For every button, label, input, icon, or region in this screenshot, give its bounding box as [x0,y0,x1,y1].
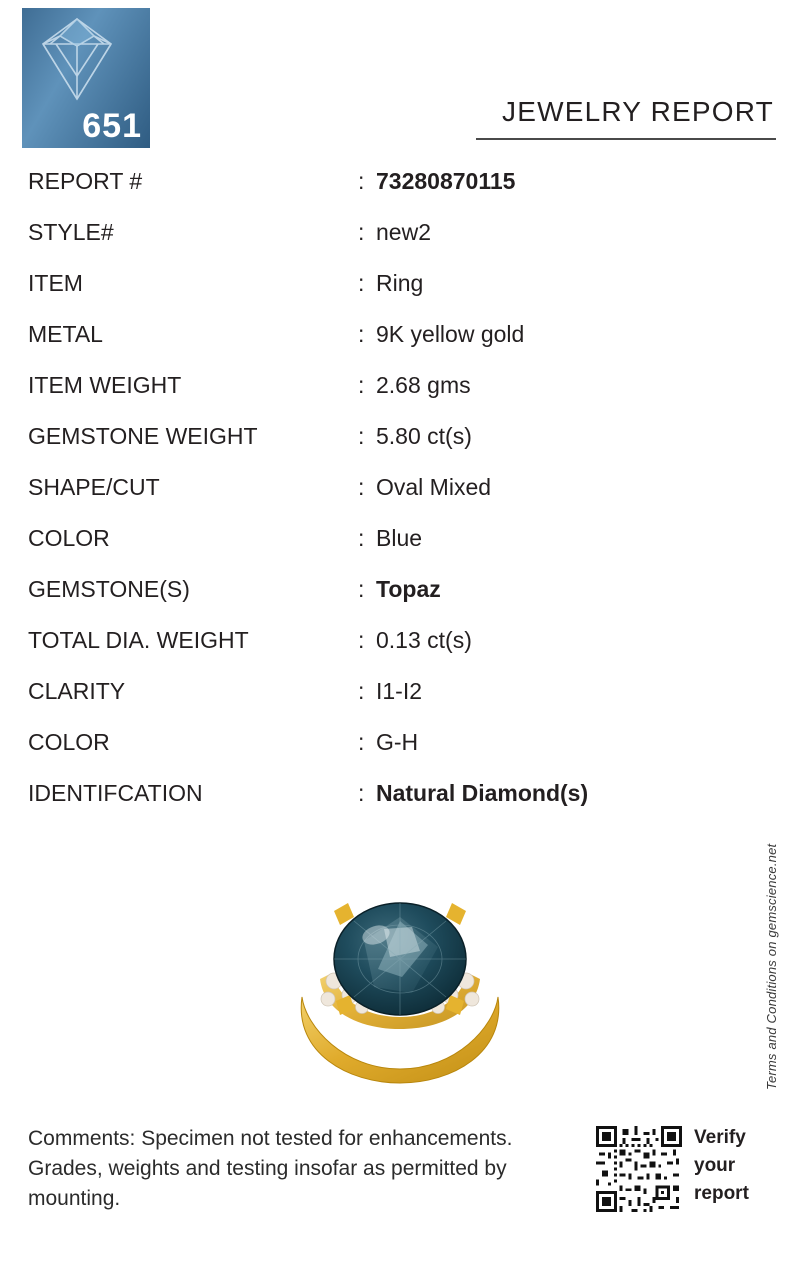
spec-colon: : [358,780,365,806]
brand-logo [22,8,150,148]
table-row [28,474,768,525]
spec-label: CLARITY [28,678,126,704]
table-row [28,525,768,576]
page-title: JEWELRY REPORT [502,96,774,127]
spec-colon: : [358,729,365,755]
spec-label: REPORT # [28,168,143,194]
table-row [28,780,768,831]
verify-line-3: report [694,1183,749,1204]
report-header [0,0,800,148]
spec-colon: : [358,678,365,704]
spec-label: ITEM [28,270,83,296]
spec-label: COLOR [28,729,110,755]
title-underline [476,138,776,140]
spec-value: new2 [376,219,431,245]
terms-and-conditions-note: Terms and Conditions on gemscience.net [764,843,779,1090]
ring-photo [262,877,538,1098]
verify-line-1: Verify [694,1127,746,1148]
spec-value: 9K yellow gold [376,321,525,347]
verify-line-2: your [694,1155,736,1176]
spec-colon: : [358,627,365,653]
spec-value: 0.13 ct(s) [376,627,472,653]
spec-colon: : [358,168,365,194]
spec-value: 5.80 ct(s) [376,423,472,449]
report-footer [0,1110,800,1270]
spec-label: COLOR [28,525,110,551]
product-image-area [0,865,800,1105]
spec-value: 2.68 gms [376,372,471,398]
specification-table [28,168,768,831]
table-row [28,270,768,321]
spec-colon: : [358,474,365,500]
spec-colon: : [358,576,365,602]
spec-value: G-H [376,729,419,755]
table-row [28,372,768,423]
table-row [28,729,768,780]
spec-colon: : [358,525,365,551]
qr-code-icon[interactable] [596,1126,682,1212]
spec-label: METAL [28,321,103,347]
table-row [28,423,768,474]
table-row [28,321,768,372]
spec-label: GEMSTONE WEIGHT [28,423,258,449]
table-row [28,678,768,729]
spec-label: TOTAL DIA. WEIGHT [28,627,249,653]
spec-colon: : [358,270,365,296]
logo-number: 651 [82,107,142,145]
spec-value: 73280870115 [376,168,516,194]
diamond-wireframe-icon [36,16,118,102]
spec-label: STYLE# [28,219,114,245]
spec-colon: : [358,219,365,245]
table-row [28,168,768,219]
spec-value: Blue [376,525,423,551]
spec-value: Ring [376,270,424,296]
table-row [28,219,768,270]
spec-value: Natural Diamond(s) [376,780,589,806]
spec-colon: : [358,423,365,449]
table-row [28,576,768,627]
comments-text: Comments: Specimen not tested for enhancements. Grades, weights and testing insofar as permitted by mounting. [28,1127,513,1210]
spec-value: Oval Mixed [376,474,492,500]
verify-report-label [694,1124,794,1208]
spec-label: SHAPE/CUT [28,474,160,500]
spec-value: Topaz [376,576,441,602]
spec-label: GEMSTONE(S) [28,576,190,602]
table-row [28,627,768,678]
spec-label: IDENTIFCATION [28,780,203,806]
spec-colon: : [358,321,365,347]
spec-value: I1-I2 [376,678,423,704]
spec-label: ITEM WEIGHT [28,372,182,398]
spec-colon: : [358,372,365,398]
